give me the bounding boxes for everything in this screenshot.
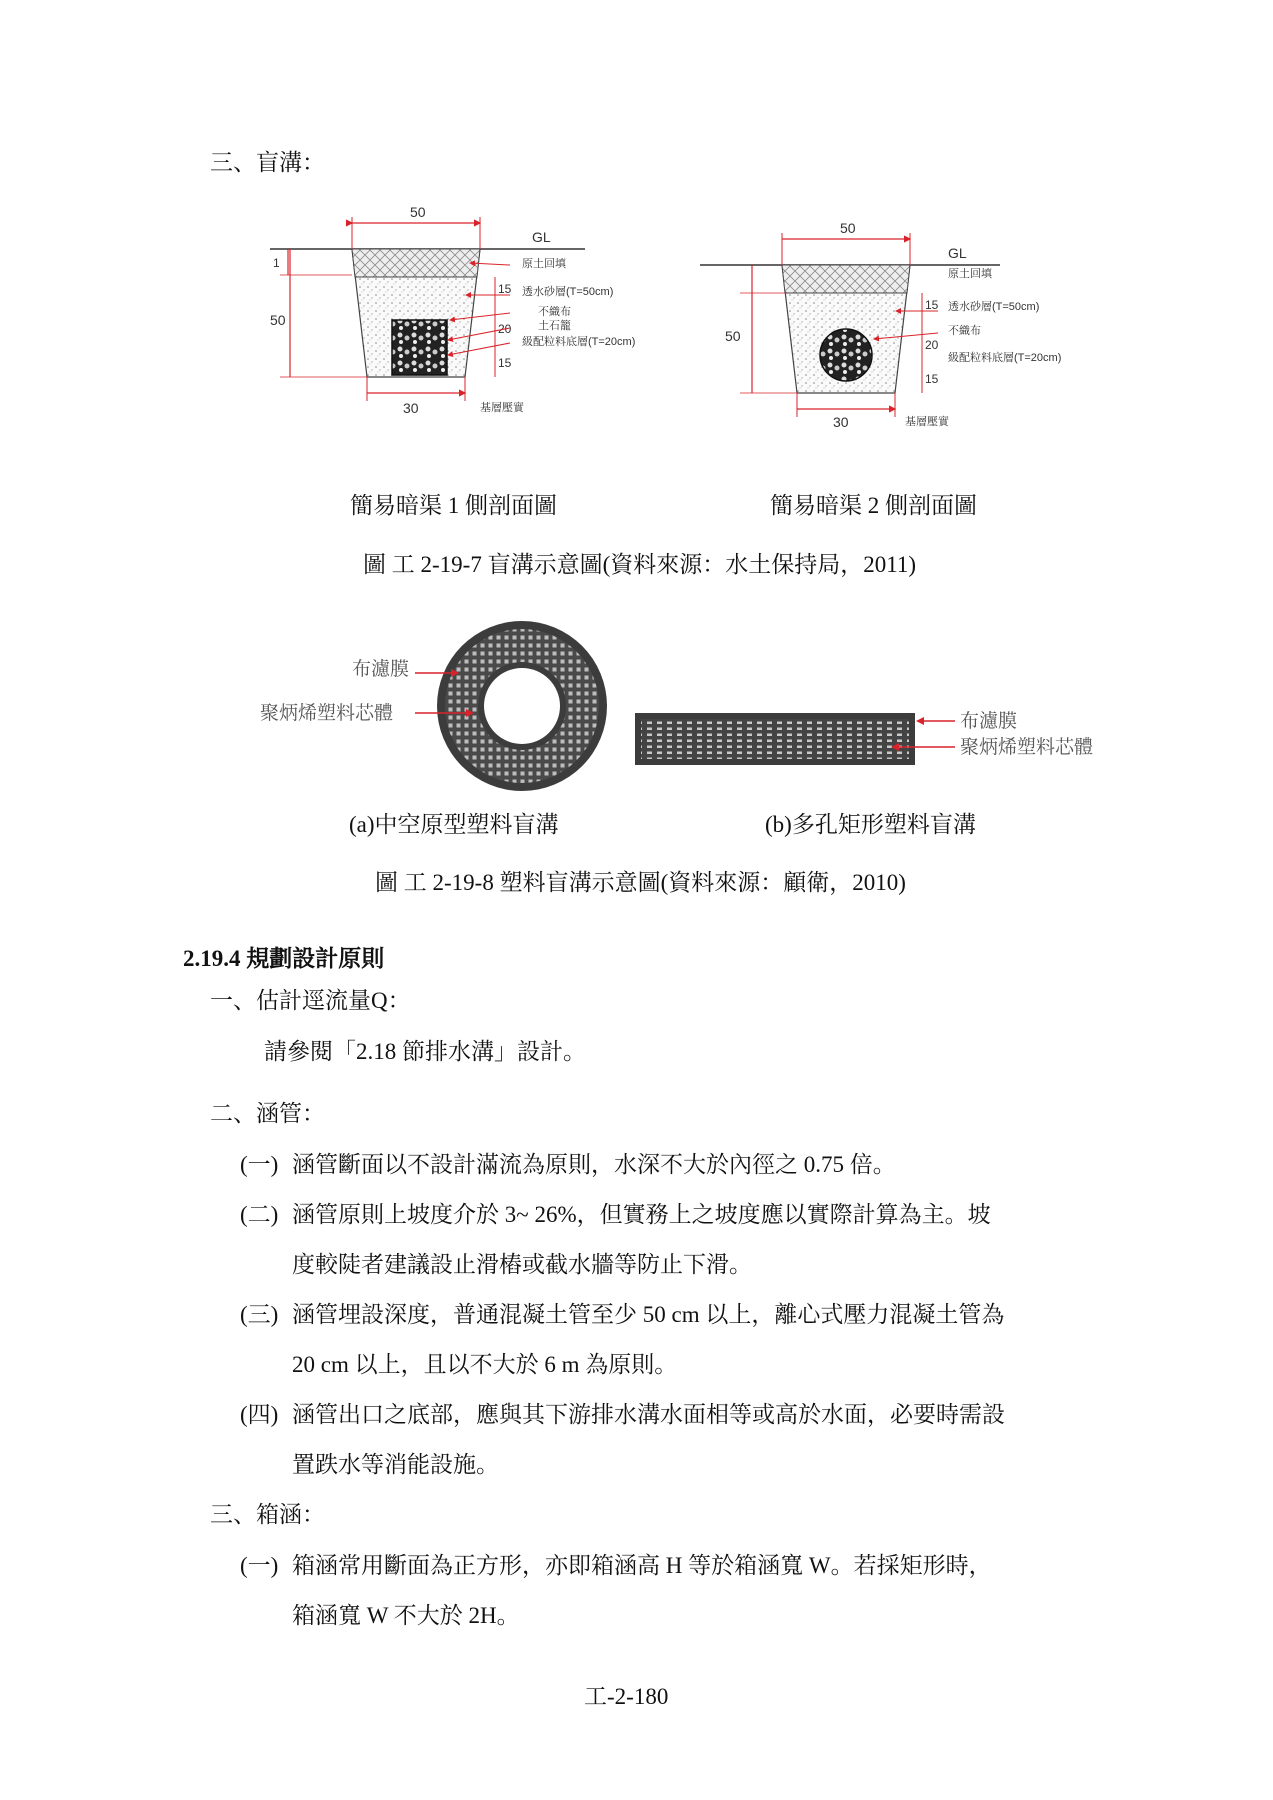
d2-base-label: 基層壓實 [905, 416, 949, 428]
d2-label-fabric: 不織布 [948, 325, 981, 337]
item2-title: 二、涵管： [210, 1101, 325, 1126]
d2-depth: 50 [725, 328, 741, 344]
d1-label-fabric: 不織布 [538, 306, 571, 318]
d2-dim-20: 20 [925, 338, 939, 352]
item2-point4-line2: 置跌水等消能設施。 [292, 1452, 499, 1477]
hollow-round-ditch [260, 621, 607, 791]
item2-point3-line2: 20 cm 以上，且以不大於 6 m 為原則。 [292, 1352, 678, 1377]
d2-top-width: 50 [840, 220, 856, 236]
ditch-b-caption: (b)多孔矩形塑料盲溝 [765, 812, 976, 837]
ditch-a-caption: (a)中空原型塑料盲溝 [349, 812, 559, 837]
d1-dim-20: 20 [498, 322, 512, 336]
item2-point3-marker: (三) [240, 1302, 279, 1327]
d2-label-sand: 透水砂層(T=50cm) [948, 301, 1040, 313]
item2-point1-line1: 涵管斷面以不設計滿流為原則，水深不大於內徑之 0.75 倍。 [292, 1152, 896, 1177]
d1-top-width: 50 [410, 204, 426, 220]
round-gabion [820, 329, 872, 381]
d1-dim-15a: 15 [498, 282, 512, 296]
diagram-1-caption: 簡易暗渠 1 側剖面圖 [350, 493, 557, 518]
b-label-filter: 布濾膜 [960, 711, 1018, 732]
diagram-2 [700, 220, 1061, 430]
item3-point1-line1: 箱涵常用斷面為正方形，亦即箱涵高 H 等於箱涵寬 W。若採矩形時， [292, 1553, 992, 1578]
d1-label-gabion: 土石籠 [538, 320, 571, 332]
d1-depth: 50 [270, 312, 286, 328]
item2-point2-line2: 度較陡者建議設止滑樁或截水牆等防止下滑。 [292, 1252, 752, 1277]
d1-label-backfill: 原土回填 [522, 258, 566, 270]
item3-point1-marker: (一) [240, 1553, 279, 1578]
d2-label-base-layer: 級配粒料底層(T=20cm) [948, 352, 1062, 364]
d2-label-backfill: 原土回填 [948, 268, 992, 280]
porous-rectangular-ditch [635, 710, 1093, 765]
blind-ditch-diagrams [270, 204, 1062, 460]
section-title-blind-ditch: 三、盲溝： [210, 150, 325, 175]
item2-point2-line1: 涵管原則上坡度介於 3~ 26%，但實務上之坡度應以實際計算為主。坡 [292, 1202, 991, 1227]
d1-gl: GL [532, 229, 551, 245]
item2-point4-marker: (四) [240, 1402, 279, 1427]
d2-bottom-width: 30 [833, 414, 849, 430]
item1-text: 請參閱「2.18 節排水溝」設計。 [264, 1039, 586, 1064]
b-label-core: 聚炳烯塑料芯體 [960, 737, 1094, 758]
d1-dim-15b: 15 [498, 356, 512, 370]
item2-point4-line1: 涵管出口之底部，應與其下游排水溝水面相等或高於水面，必要時需設 [292, 1402, 1005, 1427]
d2-gl: GL [948, 245, 967, 261]
d1-label-base-layer: 級配粒料底層(T=20cm) [522, 336, 636, 348]
diagram-2-caption: 簡易暗渠 2 側剖面圖 [770, 493, 977, 518]
item3-title: 三、箱涵： [210, 1502, 325, 1527]
d1-bottom-width: 30 [403, 400, 419, 416]
page-number: 工-2-180 [584, 1684, 669, 1709]
d1-base-label: 基層壓實 [480, 402, 524, 414]
diagram-1 [270, 204, 635, 416]
item3-point1-line2: 箱涵寬 W 不大於 2H。 [292, 1603, 520, 1628]
item1-title: 一、估計逕流量Q： [210, 988, 411, 1013]
item2-point1-marker: (一) [240, 1152, 279, 1177]
d2-dim-15a: 15 [925, 298, 939, 312]
section-heading-2194: 2.19.4 規劃設計原則 [183, 946, 385, 971]
plastic-blind-ditch-diagrams [255, 618, 1095, 798]
item2-point2-marker: (二) [240, 1202, 279, 1227]
figure-2-19-7-caption: 圖 工 2-19-7 盲溝示意圖(資料來源：水土保持局，2011) [363, 552, 917, 577]
figure-2-19-8-caption: 圖 工 2-19-8 塑料盲溝示意圖(資料來源：顧衛，2010) [375, 870, 906, 895]
d1-label-sand: 透水砂層(T=50cm) [522, 286, 614, 298]
a-label-core: 聚炳烯塑料芯體 [260, 703, 394, 724]
a-label-filter: 布濾膜 [352, 659, 410, 680]
d2-dim-15b: 15 [925, 372, 939, 386]
gabion-box [392, 320, 447, 375]
item2-point3-line1: 涵管埋設深度，普通混凝土管至少 50 cm 以上，離心式壓力混凝土管為 [292, 1302, 1005, 1327]
d1-dim-1: 1 [273, 256, 280, 270]
